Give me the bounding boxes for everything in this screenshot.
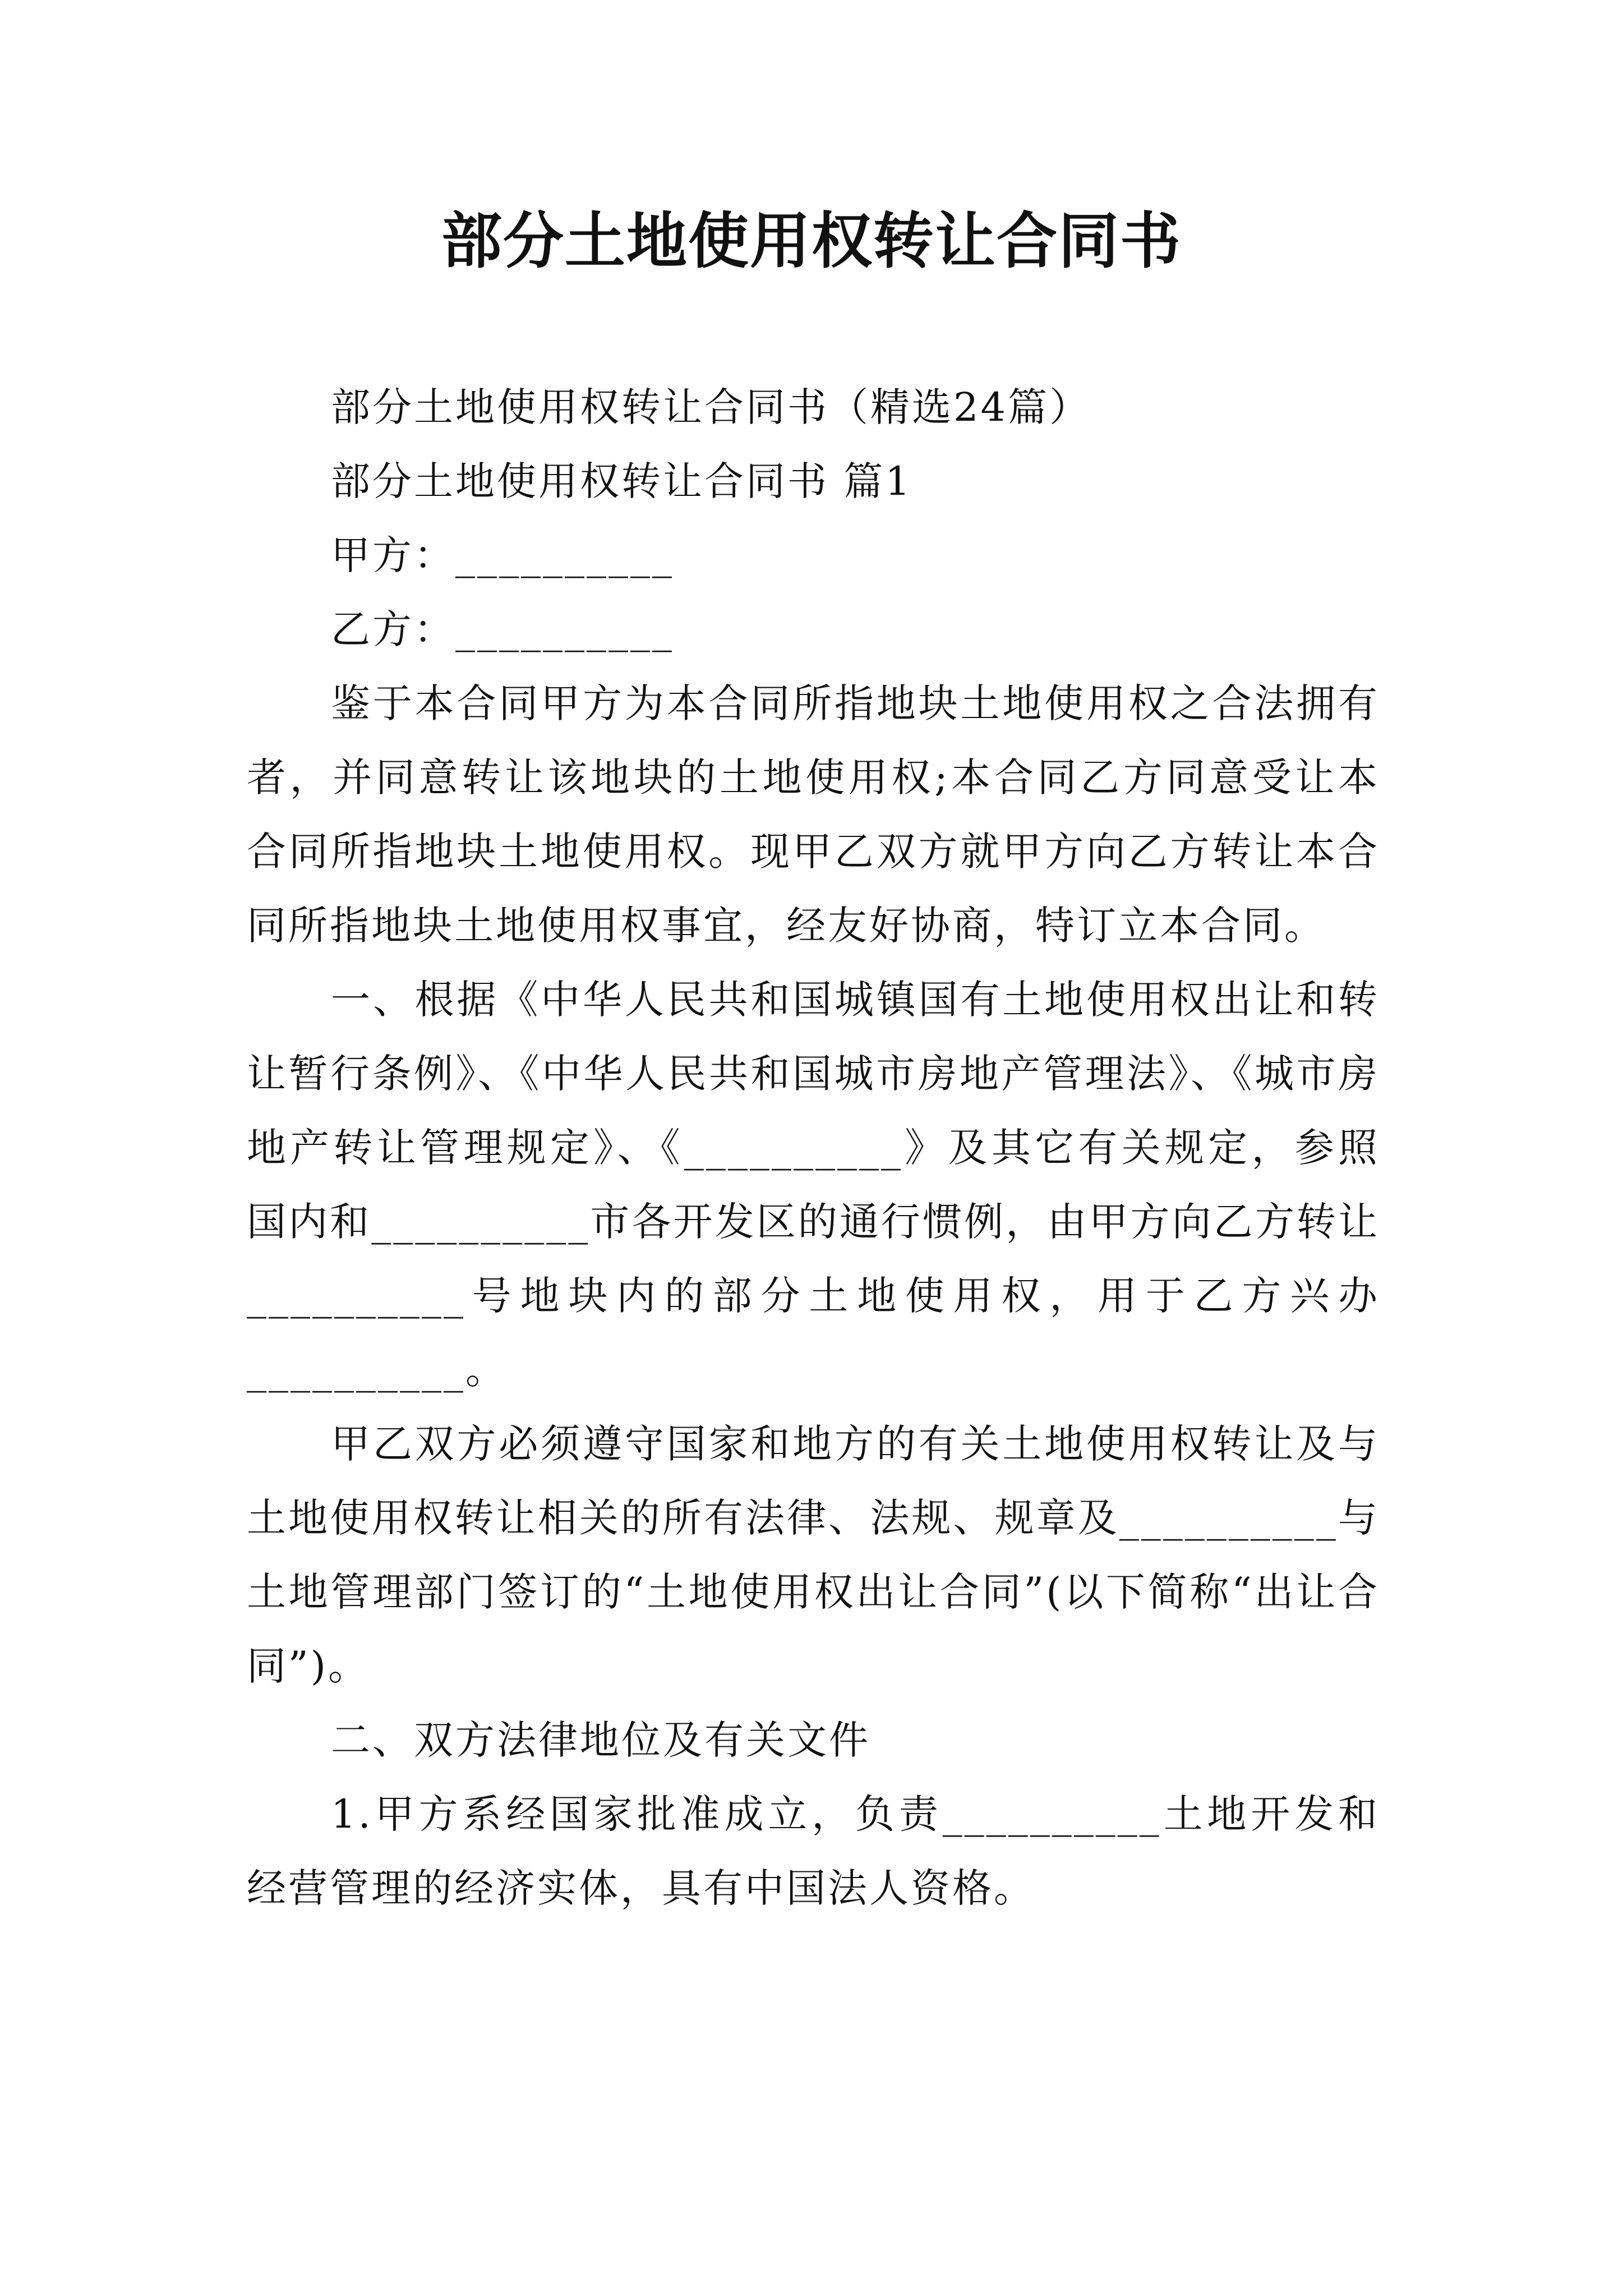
paragraph-preamble: 鉴于本合同甲方为本合同所指地块土地使用权之合法拥有者，并同意转让该地块的土地使用权;本合同乙方同意受让本合同所指地块土地使用权。现甲乙双方就甲方向乙方转让本合同所指地块土地使用权事宜，经友好协商，特订立本合同。: [247, 680, 1380, 949]
paragraph-party-a: 甲方：__________: [331, 532, 674, 578]
paragraph-clause-1: 一、根据《中华人民共和国城镇国有土地使用权出让和转让暂行条例》、《中华人民共和国城市房地产管理法》、《城市房地产转让管理规定》、《__________》及其它有关规定，参照国内和__________市各开发区的通行惯例，由甲方向乙方转让__________号地块内的部分土地使用权，用于乙方兴办__________。: [247, 977, 1380, 1393]
paragraph-clause-2-item-1: 1.甲方系经国家批准成立，负责__________土地开发和经营管理的经济实体，具有中国法人资格。: [247, 1791, 1380, 1911]
paragraph-section-heading: 部分土地使用权转让合同书 篇1: [331, 458, 912, 504]
paragraph-subtitle: 部分土地使用权转让合同书（精选24篇）: [331, 384, 1091, 430]
document-title: 部分土地使用权转让合同书: [441, 206, 1182, 277]
document-body: [247, 370, 1380, 1925]
paragraph-party-b: 乙方：__________: [331, 606, 674, 652]
paragraph-compliance: 甲乙双方必须遵守国家和地方的有关土地使用权转让及与土地使用权转让相关的所有法律、法规、规章及__________与土地管理部门签订的“土地使用权出让合同”(以下简称“出让合同”)。: [247, 1421, 1380, 1689]
paragraph-clause-2-heading: 二、双方法律地位及有关文件: [331, 1717, 870, 1763]
